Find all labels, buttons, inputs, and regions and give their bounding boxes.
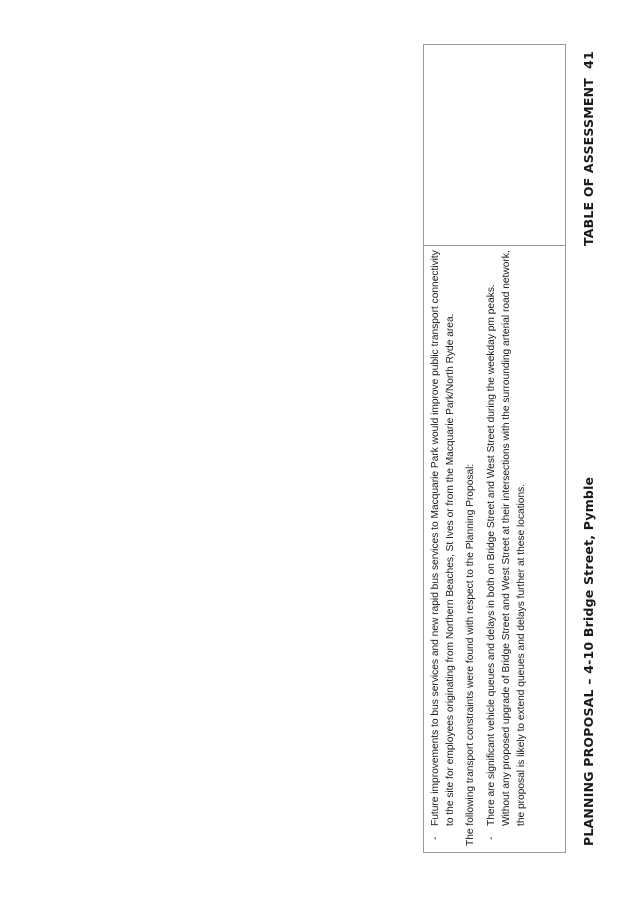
assessment-table (423, 44, 566, 853)
bullet-item (484, 250, 529, 846)
bullet-marker: - (430, 836, 441, 840)
section-page-number: TABLE OF ASSESSMENT 41 (581, 51, 596, 246)
document-title: PLANNING PROPOSAL – 4-10 Bridge Street, Pymble (581, 476, 596, 846)
column-divider (424, 245, 565, 246)
bullet-marker: - (486, 836, 497, 840)
bullet-text: There are significant vehicle queues and delays in both on Bridge Street and West Street during the weekday pm peaks. Without any proposed upgrade of Bridge Street and West Street at their intersections with the surrounding arterial road network, the proposal is likely to extend queues and delays further at these locations. (486, 250, 527, 826)
bullet-text: Future improvements to bus services and new rapid bus services to Macquarie Park would improve public transport connectivity to the site for employees originating from Northern Beaches, St Ives or from the Macquarie Park/North Ryde area. (430, 250, 456, 826)
assessment-cell (428, 250, 529, 846)
bullet-item (428, 250, 458, 846)
paragraph-text: The following transport constraints were found with respect to the Planning Proposal: (465, 463, 476, 846)
